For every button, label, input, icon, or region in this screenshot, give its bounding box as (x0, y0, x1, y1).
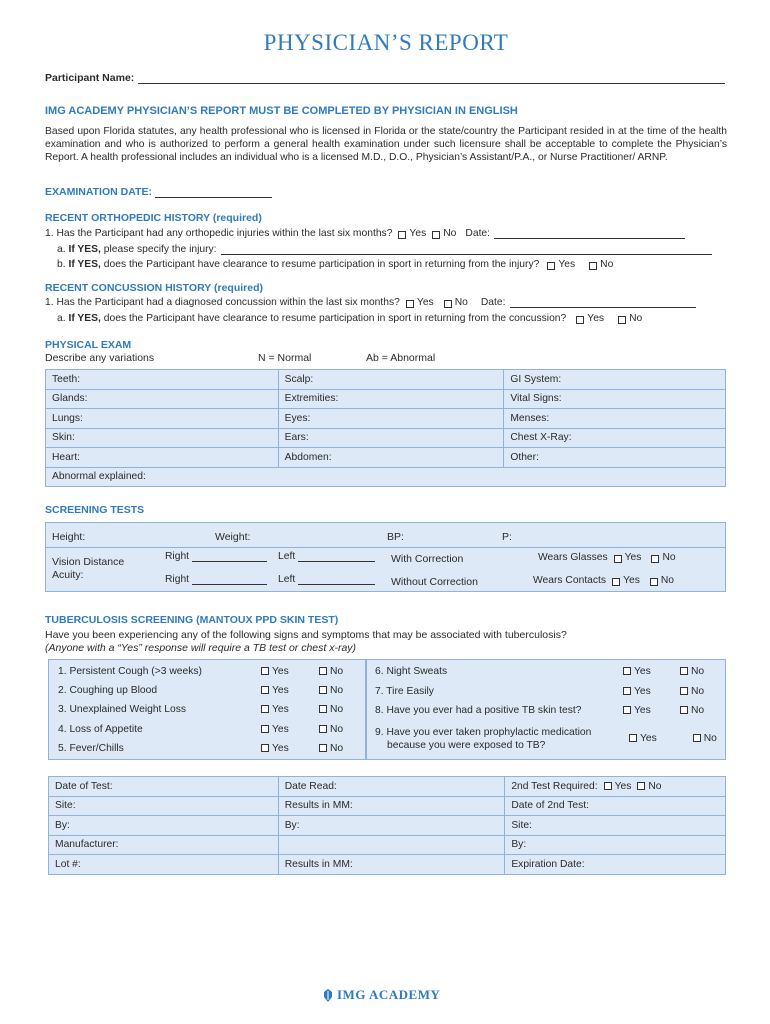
tb-no-option (680, 666, 704, 677)
tb-left-box (48, 659, 366, 760)
examination-date-field[interactable] (155, 187, 272, 198)
vision-right-with (165, 551, 267, 562)
test-cell[interactable] (505, 777, 726, 797)
tb-9-yes-label: Yes (640, 733, 657, 744)
tb-yes-option (261, 685, 289, 696)
tb-no-label: No (330, 685, 344, 697)
test-cell-label: Date of 2nd Test: (511, 800, 589, 812)
ortho-question-1 (45, 228, 685, 239)
tb-yes-label: Yes (634, 705, 651, 716)
tb-no-checkbox[interactable] (680, 706, 688, 714)
concussion-no-checkbox[interactable] (444, 300, 452, 308)
test-cell-label: 2nd Test Required: (511, 780, 598, 792)
logo-text: IMG ACADEMY (337, 987, 441, 1002)
img-academy-logo (323, 987, 440, 1003)
screening-heading: SCREENING TESTS (45, 504, 145, 516)
exam-cell[interactable]: Teeth: (46, 370, 279, 390)
abnormal-explained-cell[interactable]: Abnormal explained: (46, 467, 726, 487)
test-cell-label: By: (284, 819, 300, 831)
glasses-no-label: No (662, 552, 676, 563)
tb-yes-label: Yes (272, 723, 289, 735)
tb-yes-label: Yes (272, 666, 289, 677)
concussion-q1-text: 1. Has the Participant had a diagnosed concussion within the last six months? (45, 297, 400, 308)
exam-cell[interactable]: Heart: (46, 448, 279, 468)
right-label: Right (165, 574, 190, 585)
concussion-heading: RECENT CONCUSSION HISTORY (required) (45, 282, 263, 294)
left-without-field[interactable] (298, 574, 375, 585)
exam-cell[interactable]: Lungs: (46, 409, 279, 429)
wears-contacts-label: Wears Contacts (533, 575, 607, 586)
tb-item-label: 1. Persistent Cough (>3 weeks) (58, 666, 202, 677)
exam-cell[interactable]: Other: (504, 448, 726, 468)
ortho-injury-field[interactable] (221, 244, 712, 255)
test-cell[interactable] (278, 835, 505, 855)
tb-yes-option (623, 666, 651, 677)
participant-name-field[interactable] (138, 72, 725, 84)
ortho-date-label: Date: (465, 228, 491, 239)
test-cell-label: Date Read: (284, 780, 337, 792)
notice-heading: IMG ACADEMY PHYSICIAN’S REPORT MUST BE COMPLETED BY PHYSICIAN IN ENGLISH (45, 105, 518, 117)
ortho-clearance-yes-label: Yes (558, 259, 576, 270)
test-cell-label: Site: (55, 800, 76, 812)
tb-yes-checkbox[interactable] (623, 706, 631, 714)
tb-question: Have you been experiencing any of the following signs and symptoms that may be associated with tuberculosis? (45, 629, 567, 641)
tb-no-label: No (330, 723, 344, 735)
concussion-a-bold: If YES, (68, 313, 101, 324)
left-label: Left (278, 551, 296, 562)
test-cell[interactable] (278, 855, 505, 875)
concussion-yes-checkbox[interactable] (406, 300, 414, 308)
test-cell-label: Results in MM: (284, 858, 353, 870)
test-cell-label: Date of Test: (55, 780, 113, 792)
left-label: Left (278, 574, 296, 585)
test-row (49, 816, 726, 836)
exam-cell[interactable]: Skin: (46, 428, 279, 448)
left-with-field[interactable] (298, 551, 375, 562)
concussion-date-label: Date: (480, 297, 506, 308)
ortho-a-prefix: a. (57, 244, 66, 255)
right-without-field[interactable] (192, 574, 267, 585)
concussion-question-a (57, 313, 642, 324)
ortho-b-text: does the Participant have clearance to resume participation in sport in returning from the injury? (103, 259, 540, 270)
ortho-clearance-no-label: No (600, 259, 614, 270)
test-cell-label: Expiration Date: (511, 858, 585, 870)
tb-no-option (680, 705, 704, 716)
vision-right-without (165, 574, 267, 585)
tb-9-no-label: No (703, 733, 717, 744)
tb-item-label: 3. Unexplained Weight Loss (58, 704, 187, 716)
tb-no-option (680, 686, 704, 697)
exam-cell[interactable]: Glands: (46, 389, 279, 409)
concussion-clearance-no-checkbox[interactable] (618, 316, 626, 324)
tb-yes-label: Yes (634, 666, 651, 677)
test-row (49, 835, 726, 855)
test-cell[interactable] (505, 835, 726, 855)
tb-yes-checkbox[interactable] (261, 744, 269, 752)
tb-yes-option (261, 666, 289, 677)
test-cell-label: Results in MM: (284, 800, 353, 812)
test-row (49, 855, 726, 875)
test-cell-label: By: (511, 839, 527, 851)
second-test-yes-label: Yes (614, 780, 632, 792)
tb-no-option (319, 704, 343, 715)
test-cell[interactable] (505, 855, 726, 875)
tb-note: (Anyone with a “Yes” response will require a TB test or chest x-ray) (45, 642, 357, 654)
exam-cell[interactable]: Scalp: (278, 370, 504, 390)
tb-yes-checkbox[interactable] (261, 686, 269, 694)
exam-row (46, 370, 726, 390)
tb-no-label: No (330, 666, 344, 677)
test-row (49, 796, 726, 816)
tb-yes-label: Yes (272, 742, 289, 754)
tb-item-label: 7. Tire Easily (375, 685, 434, 697)
tb-no-label: No (691, 666, 705, 677)
tb-no-option (319, 666, 343, 677)
tb-no-checkbox[interactable] (680, 687, 688, 695)
tb-no-checkbox[interactable] (319, 667, 327, 675)
tb-yes-option (623, 705, 651, 716)
test-cell[interactable] (49, 855, 279, 875)
tb-item-9-line1: 9. Have you ever taken prophylactic medication (375, 727, 592, 738)
tb-item-label: 2. Coughing up Blood (58, 685, 158, 697)
test-cell[interactable] (49, 835, 279, 855)
concussion-yes-label: Yes (416, 297, 434, 308)
ortho-heading: RECENT ORTHOPEDIC HISTORY (required) (45, 212, 262, 224)
ortho-yes-label: Yes (409, 228, 427, 239)
physical-exam-table (45, 369, 726, 487)
tb-item-9 (375, 726, 591, 752)
wears-contacts-row (533, 575, 674, 586)
test-row (49, 777, 726, 797)
tb-item-label: 4. Loss of Appetite (58, 723, 143, 735)
shield-icon (323, 989, 333, 1002)
exam-row (46, 389, 726, 409)
physical-exam-heading: PHYSICAL EXAM (45, 339, 132, 351)
ortho-question-b (57, 259, 613, 270)
ortho-a-bold: If YES, (68, 244, 101, 255)
ortho-date-field[interactable] (494, 228, 685, 239)
legend-normal: N = Normal (258, 352, 312, 364)
test-cell[interactable] (278, 777, 505, 797)
ortho-b-bold: If YES, (68, 259, 101, 270)
exam-cell[interactable]: Chest X-Ray: (504, 428, 726, 448)
vision-left-with (278, 551, 375, 562)
tb-yes-checkbox[interactable] (623, 667, 631, 675)
height-label[interactable]: Height: (52, 531, 86, 543)
contacts-no-label: No (660, 575, 675, 586)
examination-date-row (45, 186, 272, 198)
exam-cell[interactable]: Menses: (504, 409, 726, 429)
contacts-yes-checkbox[interactable] (612, 578, 620, 586)
exam-cell[interactable]: Vital Signs: (504, 389, 726, 409)
concussion-clearance-no-label: No (629, 313, 643, 324)
tb-no-option (319, 743, 343, 754)
ortho-q1-text: 1. Has the Participant had any orthopedic injuries within the last six months? (45, 228, 393, 239)
tb-no-checkbox[interactable] (680, 667, 688, 675)
with-correction-label: With Correction (391, 553, 464, 565)
pulse-label[interactable]: P: (502, 531, 512, 543)
tb-9-yes-checkbox[interactable] (629, 734, 637, 742)
test-cell[interactable] (278, 816, 505, 836)
tb-no-label: No (330, 704, 344, 716)
second-test-yes-checkbox[interactable] (604, 782, 612, 790)
exam-row (46, 428, 726, 448)
tb-yes-checkbox[interactable] (261, 705, 269, 713)
right-with-field[interactable] (192, 551, 267, 562)
concussion-no-label: No (454, 297, 468, 308)
notice-text: Based upon Florida statutes, any health professional who is licensed in Florida or the state/country the Participant resided in at the time of the health examination and who is authorized to perform a general health examination under such licensure shall be acceptable to complete the Physician’s Report. A health professional includes an individual who is a licensed M.D., D.O., Physician’s Assistant/P.A., or Nurse Practitioner/ ARNP. (45, 126, 727, 164)
ortho-a-text: please specify the injury: (103, 244, 217, 255)
tb-yes-label: Yes (634, 685, 651, 697)
tb-yes-checkbox[interactable] (623, 687, 631, 695)
tb-yes-option (623, 686, 651, 697)
ortho-clearance-no-checkbox[interactable] (589, 262, 597, 270)
exam-cell[interactable]: Eyes: (278, 409, 504, 429)
test-cell[interactable] (49, 777, 279, 797)
tb-item-label: 5. Fever/Chills (58, 742, 124, 754)
test-cell-label: Lot #: (55, 858, 81, 870)
glasses-yes-label: Yes (624, 552, 642, 563)
right-label: Right (165, 551, 190, 562)
tb-yes-checkbox[interactable] (261, 667, 269, 675)
tb-no-option (319, 724, 343, 735)
tb-yes-option (261, 743, 289, 754)
contacts-yes-label: Yes (623, 575, 640, 586)
tb-no-label: No (691, 685, 705, 697)
glasses-no-checkbox[interactable] (651, 555, 659, 563)
tb-yes-option (261, 704, 289, 715)
exam-row (46, 409, 726, 429)
ortho-question-a (57, 244, 712, 255)
legend-abnormal: Ab = Abnormal (366, 352, 436, 364)
vision-left-without (278, 574, 375, 585)
tb-no-checkbox[interactable] (319, 705, 327, 713)
tb-yes-label: Yes (272, 685, 289, 697)
tb-no-label: No (330, 742, 344, 754)
participant-name-row (45, 72, 725, 84)
test-cell-label: By: (55, 819, 70, 831)
test-cell[interactable] (278, 796, 505, 816)
tb-yes-label: Yes (272, 704, 289, 716)
tb-yes-option (261, 724, 289, 735)
without-correction-label: Without Correction (391, 576, 478, 588)
concussion-clearance-yes-checkbox[interactable] (576, 316, 584, 324)
tb-no-label: No (691, 705, 705, 716)
concussion-a-prefix: a. (57, 313, 66, 324)
exam-row (46, 467, 726, 487)
second-test-no-label: No (648, 780, 662, 792)
concussion-clearance-yes-label: Yes (587, 313, 605, 324)
exam-row (46, 448, 726, 468)
bp-label[interactable]: BP: (387, 531, 404, 543)
tb-no-checkbox[interactable] (319, 725, 327, 733)
test-cell[interactable] (49, 796, 279, 816)
weight-label[interactable]: Weight: (215, 531, 251, 543)
test-cell-label: Site: (511, 819, 532, 831)
test-cell[interactable] (49, 816, 279, 836)
tb-yes-checkbox[interactable] (261, 725, 269, 733)
ortho-yes-checkbox[interactable] (398, 231, 406, 239)
contacts-no-checkbox[interactable] (650, 578, 658, 586)
participant-name-label: Participant Name: (45, 72, 135, 84)
wears-glasses-label: Wears Glasses (538, 552, 608, 563)
ortho-clearance-yes-checkbox[interactable] (547, 262, 555, 270)
tb-test-table (48, 776, 726, 875)
second-test-no-checkbox[interactable] (637, 782, 645, 790)
examination-date-label: EXAMINATION DATE: (45, 186, 152, 198)
test-cell-label: Manufacturer: (55, 839, 119, 851)
ortho-no-label: No (443, 228, 457, 239)
tb-item-9-options (623, 733, 717, 744)
tb-item-9-line2: because you were exposed to TB? (387, 740, 546, 751)
screening-box (45, 522, 726, 592)
tb-item-label: 6. Night Sweats (375, 666, 448, 677)
concussion-question-1 (45, 297, 696, 308)
exam-cell[interactable]: GI System: (504, 370, 726, 390)
wears-glasses-row (538, 552, 676, 563)
describe-variations: Describe any variations (45, 352, 155, 364)
test-cell[interactable] (505, 796, 726, 816)
exam-cell[interactable]: Abdomen: (278, 448, 504, 468)
tb-right-box (366, 659, 726, 760)
test-cell[interactable] (505, 816, 726, 836)
tb-no-checkbox[interactable] (319, 686, 327, 694)
tb-item-label: 8. Have you ever had a positive TB skin test? (375, 705, 582, 716)
concussion-date-field[interactable] (510, 297, 696, 308)
concussion-a-text: does the Participant have clearance to resume participation in sport in returning from the concussion? (103, 313, 567, 324)
tb-heading: TUBERCULOSIS SCREENING (MANTOUX PPD SKIN TEST) (45, 614, 339, 626)
glasses-yes-checkbox[interactable] (614, 555, 622, 563)
vision-label: Vision Distance Acuity: (52, 556, 125, 581)
page-title: PHYSICIAN’S REPORT (263, 30, 509, 55)
ortho-b-prefix: b. (57, 259, 66, 270)
exam-cell[interactable]: Ears: (278, 428, 504, 448)
exam-cell[interactable]: Extremities: (278, 389, 504, 409)
tb-no-checkbox[interactable] (319, 744, 327, 752)
tb-9-no-checkbox[interactable] (693, 734, 701, 742)
tb-no-option (319, 685, 343, 696)
ortho-no-checkbox[interactable] (432, 231, 440, 239)
